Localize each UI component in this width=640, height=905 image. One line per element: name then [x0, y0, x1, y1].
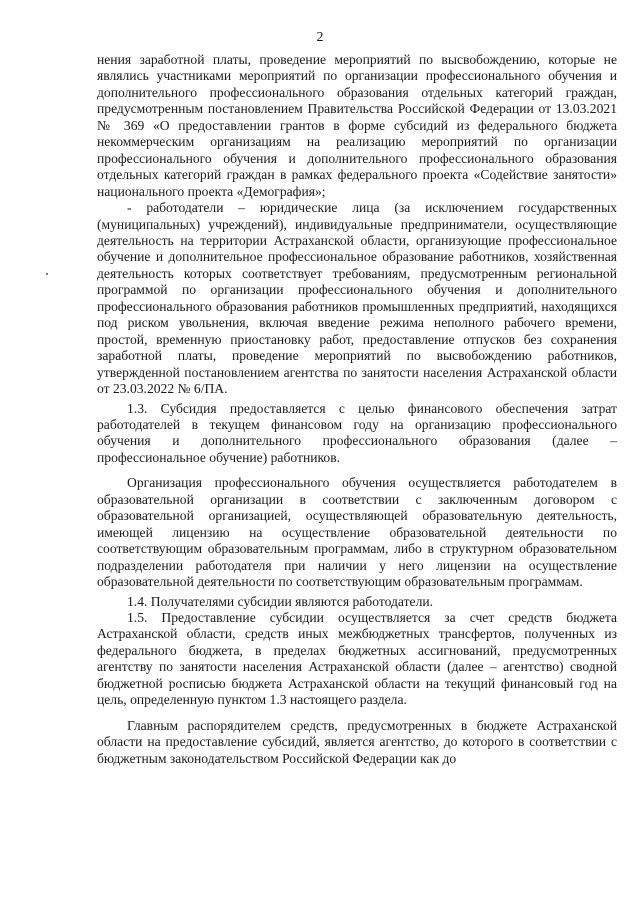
- document-body: [97, 52, 617, 767]
- paragraph-1-5: 1.5. Предоставление субсидии осуществляется за счет средств бюджета Астраханской области, средств иных межбюджетных трансфертов, полученных из федерального бюджета, в пределах бюджетных ассигнований, предусмотренных агентству по занятости населения Астраханской области (далее – агентство) сводной бюджетной росписью бюджета Астраханской области на текущий финансовый год на цель, определенную пунктом 1.3 настоящего раздела.: [97, 609, 617, 708]
- paragraph-employers: - работодатели – юридические лица (за исключением государственных (муниципальных) учреждений), индивидуальные предприниматели, осуществляющие деятельность на территории Астраханской области, организующие профессиональное обучение и дополнительное профессиональное образование работников, хозяйственная деятельность которых соответствует требованиям, предусмотренным региональной программой по организации профессионального обучения и дополнительного профессионального образования работников промышленных предприятий, находящихся под риском увольнения, включая введение режима неполного рабочего времени, простой, временную приостановку работ, предоставление отпусков без сохранения заработной платы, проведение мероприятий по высвобождению работников, утвержденной постановлением агентства по занятости населения Астраханской области от 23.03.2022 № 6/ПА.: [97, 200, 617, 397]
- paragraph-1-3: 1.3. Субсидия предоставляется с целью финансового обеспечения затрат работодателей в текущем финансовом году на организацию профессионального обучения и дополнительного профессионального образования (далее – профессиональное обучение) работников.: [97, 400, 617, 465]
- paragraph-main-administrator: Главным распорядителем средств, предусмотренных в бюджете Астраханской области на предоставление субсидий, является агентство, до которого в соответствии с бюджетным законодательством Российской Федерации как до: [97, 717, 617, 766]
- paragraph-continuation: нения заработной платы, проведение мероприятий по высвобождению, которые не являлись участниками мероприятий по организации профессионального обучения и дополнительного профессионального образования отдельных категорий граждан, предусмотренным постановлением Правительства Российской Федерации от 13.03.2021 № 369 «О предоставлении грантов в форме субсидий из федерального бюджета некоммерческим организациям на реализацию мероприятий по организации профессионального обучения и дополнительного профессионального образования отдельных категорий граждан в рамках федерального проекта «Содействие занятости» национального проекта «Демография»;: [97, 52, 617, 199]
- paragraph-1-4: 1.4. Получателями субсидии являются работодатели.: [127, 593, 434, 609]
- scan-speck: [46, 273, 48, 275]
- paragraph-organization: Организация профессионального обучения осуществляется работодателем в образовательной организации в соответствии с заключенным договором с образовательной организацией, осуществляющей образовательную деятельность, имеющей лицензию на осуществление образовательной деятельности по соответствующим образовательным программам, либо в структурном образовательном подразделении работодателя при наличии у него лицензии на осуществление образовательной деятельности по соответствующим образовательным программам.: [97, 475, 617, 590]
- page-number: 2: [316, 30, 324, 45]
